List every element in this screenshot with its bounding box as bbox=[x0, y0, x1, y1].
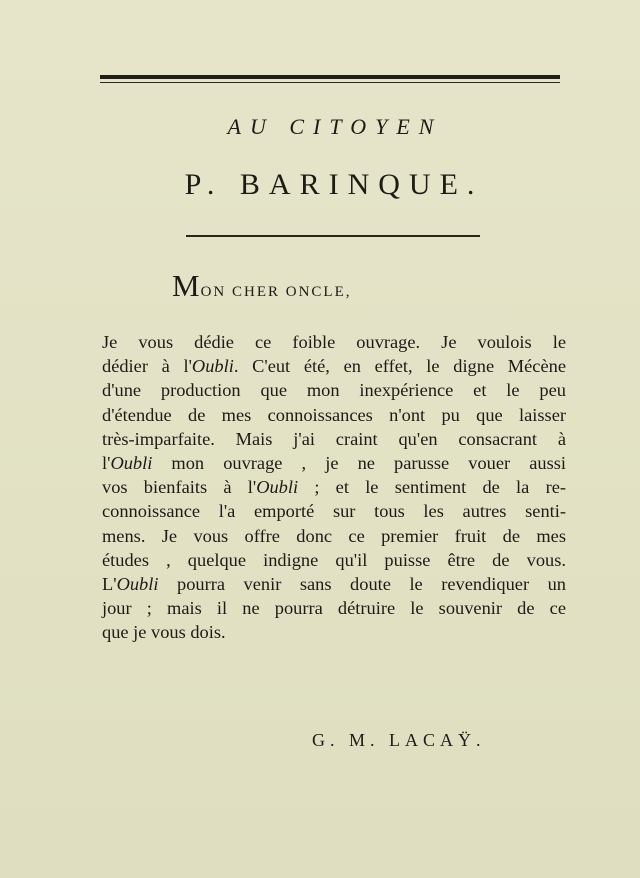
letter-line bbox=[102, 524, 566, 548]
line-text: . C'eut été, en effet, le digne Mécène bbox=[233, 356, 566, 377]
letter-line bbox=[102, 330, 566, 354]
letter-line bbox=[102, 475, 566, 499]
letter-line bbox=[102, 427, 566, 451]
line-text: d'une production que mon inexpérience et le peu bbox=[102, 380, 566, 401]
line-text: l' bbox=[102, 452, 111, 473]
line-text: vos bienfaits à l' bbox=[102, 477, 257, 498]
line-text: mens. Je vous offre donc ce premier fruit de mes bbox=[102, 525, 566, 546]
line-text: d'étendue de mes connoissances n'ont pu que laisser bbox=[102, 404, 566, 425]
recipient-name: P. BARINQUE. bbox=[184, 168, 484, 201]
dedication-heading: AU CITOYEN bbox=[227, 114, 443, 139]
dedication-letter bbox=[102, 330, 566, 644]
line-text: que je vous dois. bbox=[102, 622, 226, 643]
italic-word: Oubli bbox=[110, 452, 153, 473]
italic-word: Oubli bbox=[256, 477, 299, 498]
letter-line bbox=[102, 499, 566, 523]
letter-line bbox=[102, 620, 566, 644]
salutation bbox=[172, 268, 352, 304]
line-text: L' bbox=[102, 573, 117, 594]
italic-word: Oubli bbox=[116, 573, 159, 594]
line-text: mon ouvrage , je ne parusse vouer aussi bbox=[152, 452, 566, 473]
letter-line bbox=[102, 403, 566, 427]
line-text: jour ; mais il ne pourra détruire le souvenir de ce bbox=[102, 598, 566, 619]
letter-line bbox=[102, 354, 566, 378]
letter-line bbox=[102, 548, 566, 572]
middle-rule bbox=[186, 235, 480, 237]
letter-line bbox=[102, 378, 566, 402]
line-text: connoissance l'a emporté sur tous les autres senti- bbox=[102, 501, 566, 522]
letter-line bbox=[102, 451, 566, 475]
letter-line bbox=[102, 596, 566, 620]
top-rule bbox=[100, 75, 560, 79]
line-text: pourra venir sans doute le revendiquer un bbox=[158, 573, 566, 594]
line-text: Je vous dédie ce foible ouvrage. Je voulois le bbox=[102, 332, 566, 352]
salutation-text: ON CHER ONCLE, bbox=[200, 284, 352, 300]
signature: G. M. LACAŸ. bbox=[312, 730, 486, 750]
line-text: ; et le sentiment de la re- bbox=[298, 477, 566, 498]
line-text: très-imparfaite. Mais j'ai craint qu'en consacrant à bbox=[102, 428, 566, 449]
line-text: études , quelque indigne qu'il puisse être de vous. bbox=[102, 549, 566, 570]
salutation-initial: M bbox=[172, 268, 201, 303]
italic-word: Oubli bbox=[191, 356, 234, 377]
line-text: dédier à l' bbox=[102, 356, 192, 377]
top-rule-thin bbox=[100, 82, 560, 83]
letter-line bbox=[102, 572, 566, 596]
